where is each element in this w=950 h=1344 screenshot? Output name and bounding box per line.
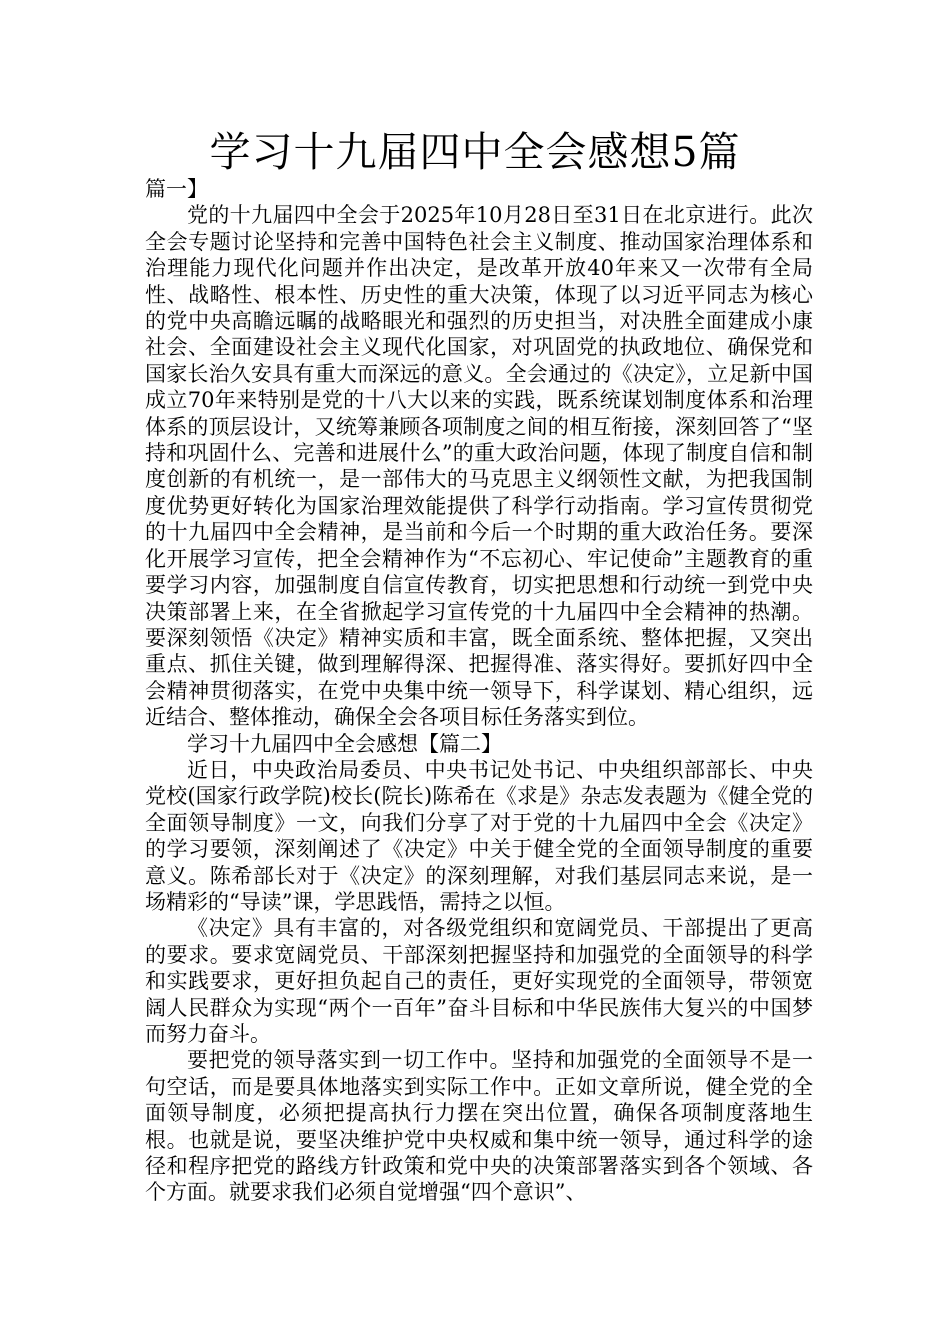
document-body (145, 176, 813, 1206)
section-1-heading: 篇一】 (145, 177, 208, 201)
section-1-paragraph-1: 党的十九届四中全会于2025年10月28日至31日在北京进行。此次全会专题讨论坚持和完善中国特色社会主义制度、推动国家治理体系和治理能力现代化问题并作出决定，是改革开放40年来又一次带有全局性、战略性、根本性、历史性的重大决策，体现了以习近平同志为核心的党中央高瞻远瞩的战略眼光和强烈的历史担当，对决胜全面建成小康社会、全面建设社会主义现代化国家，对巩固党的执政地位、确保党和国家长治久安具有重大而深远的意义。全会通过的《决定》，立足新中国成立70年来特别是党的十八大以来的实践，既系统谋划制度体系和治理体系的顶层设计，又统筹兼顾各项制度之间的相互衔接，深刻回答了“坚持和巩固什么、完善和进展什么”的重大政治问题，体现了制度自信和制度创新的有机统一，是一部伟大的马克思主义纲领性文献，为把我国制度优势更好转化为国家治理效能提供了科学行动指南。学习宣传贯彻党的十九届四中全会精神，是当前和今后一个时期的重大政治任务。要深化开展学习宣传，把全会精神作为“不忘初心、牢记使命”主题教育的重要学习内容，加强制度自信宣传教育，切实把思想和行动统一到党中央决策部署上来，在全省掀起学习宣传党的十九届四中全会精神的热潮。要深刻领悟《决定》精神实质和丰富，既全面系统、整体把握，又突出重点、抓住关键，做到理解得深、把握得准、落实得好。要抓好四中全会精神贯彻落实，在党中央集中统一领导下，科学谋划、精心组织，远近结合、整体推动，确保全会各项目标任务落实到位。 (145, 203, 813, 730)
section-2-paragraph-2: 《决定》具有丰富的，对各级党组织和宽阔党员、干部提出了更高的要求。要求宽阔党员、干部深刻把握坚持和加强党的全面领导的科学和实践要求，更好担负起自己的责任，更好实现党的全面领导，带领宽阔人民群众为实现“两个一百年”奋斗目标和中华民族伟大复兴的中国梦而努力奋斗。 (145, 916, 813, 1046)
section-2-paragraph-3: 要把党的领导落实到一切工作中。坚持和加强党的全面领导不是一句空话，而是要具体地落实到实际工作中。正如文章所说，健全党的全面领导制度，必须把提高执行力摆在突出位置，确保各项制度落地生根。也就是说，要坚决维护党中央权威和集中统一领导，通过科学的途径和程序把党的路线方针政策和党中央的决策部署落实到各个领域、各个方面。就要求我们必须自觉增强“四个意识”、 (145, 1048, 813, 1205)
section-2-heading: 学习十九届四中全会感想【篇二】 (187, 731, 502, 756)
section-2-paragraph-1: 近日，中央政治局委员、中央书记处书记、中央组织部部长、中央党校(国家行政学院)校长(院长)陈希在《求是》杂志发表题为《健全党的全面领导制度》一文，向我们分享了对于党的十九届四中全会《决定》的学习要领，深刻阐述了《决定》中关于健全党的全面领导制度的重要意义。陈希部长对于《决定》的深刻理解，对我们基层同志来说，是一场精彩的“导读”课，学思践悟，需持之以恒。 (145, 757, 813, 914)
document-title: 学习十九届四中全会感想5篇 (209, 128, 741, 176)
